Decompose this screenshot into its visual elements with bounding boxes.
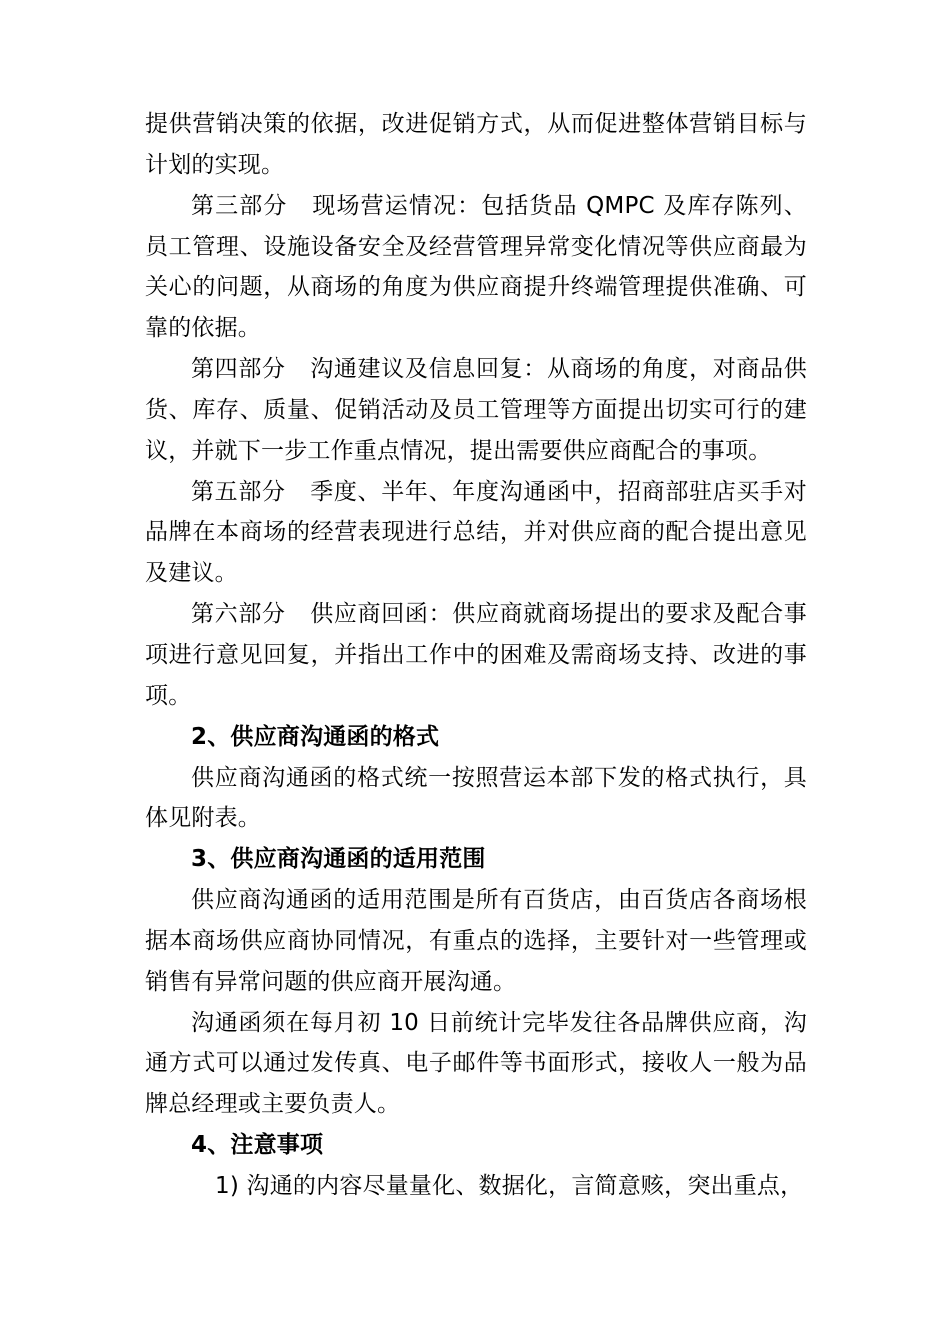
document-page bbox=[145, 104, 807, 1207]
paragraph-part-three bbox=[145, 186, 807, 349]
part-six-text: 供应商回函：供应商就商场提出的要求及配合事项进行意见回复，并指出工作中的困难及需商场支持、改进的事项。 bbox=[145, 601, 807, 709]
paragraph-part-six bbox=[145, 594, 807, 717]
part-three-text: 现场营运情况：包括货品 QMPC 及库存陈列、员工管理、设施设备安全及经营管理异常变化情况等供应商最为关心的问题，从商场的角度为供应商提升终端管理提供准确、可靠的依据。 bbox=[145, 192, 807, 342]
part-five-label: 第五部分 bbox=[191, 478, 286, 505]
part-three-label: 第三部分 bbox=[191, 192, 288, 219]
section-heading-format: 2、供应商沟通函的格式 bbox=[191, 723, 440, 750]
part-four-text: 沟通建议及信息回复：从商场的角度，对商品供货、库存、质量、促销活动及员工管理等方面提出切实可行的建议，并就下一步工作重点情况，提出需要供应商配合的事项。 bbox=[145, 356, 807, 464]
section-heading-scope: 3、供应商沟通函的适用范围 bbox=[191, 846, 486, 873]
part-five-text: 季度、半年、年度沟通函中，招商部驻店买手对品牌在本商场的经营表现进行总结，并对供应商的配合提出意见及建议。 bbox=[145, 478, 807, 587]
part-four-label: 第四部分 bbox=[191, 356, 286, 383]
list-item-note-1: 1) 沟通的内容尽量量化、数据化，言简意赅，突出重点， bbox=[215, 1172, 804, 1199]
paragraph-part-four bbox=[145, 349, 807, 472]
paragraph-part-five bbox=[145, 472, 807, 595]
paragraph-scope: 供应商沟通函的适用范围是所有百货店，由百货店各商场根据本商场供应商协同情况，有重点的选择，主要针对一些管理或销售有异常问题的供应商开展沟通。 bbox=[145, 887, 807, 995]
section-heading-notes: 4、注意事项 bbox=[191, 1132, 324, 1159]
paragraph-schedule: 沟通函须在每月初 10 日前统计完毕发往各品牌供应商，沟通方式可以通过发传真、电子邮件等书面形式，接收人一般为品牌总经理或主要负责人。 bbox=[145, 1009, 807, 1118]
paragraph-continuation: 提供营销决策的依据，改进促销方式，从而促进整体营销目标与计划的实现。 bbox=[145, 111, 807, 178]
part-six-label: 第六部分 bbox=[191, 601, 286, 628]
paragraph-format: 供应商沟通函的格式统一按照营运本部下发的格式执行，具体见附表。 bbox=[145, 764, 807, 832]
